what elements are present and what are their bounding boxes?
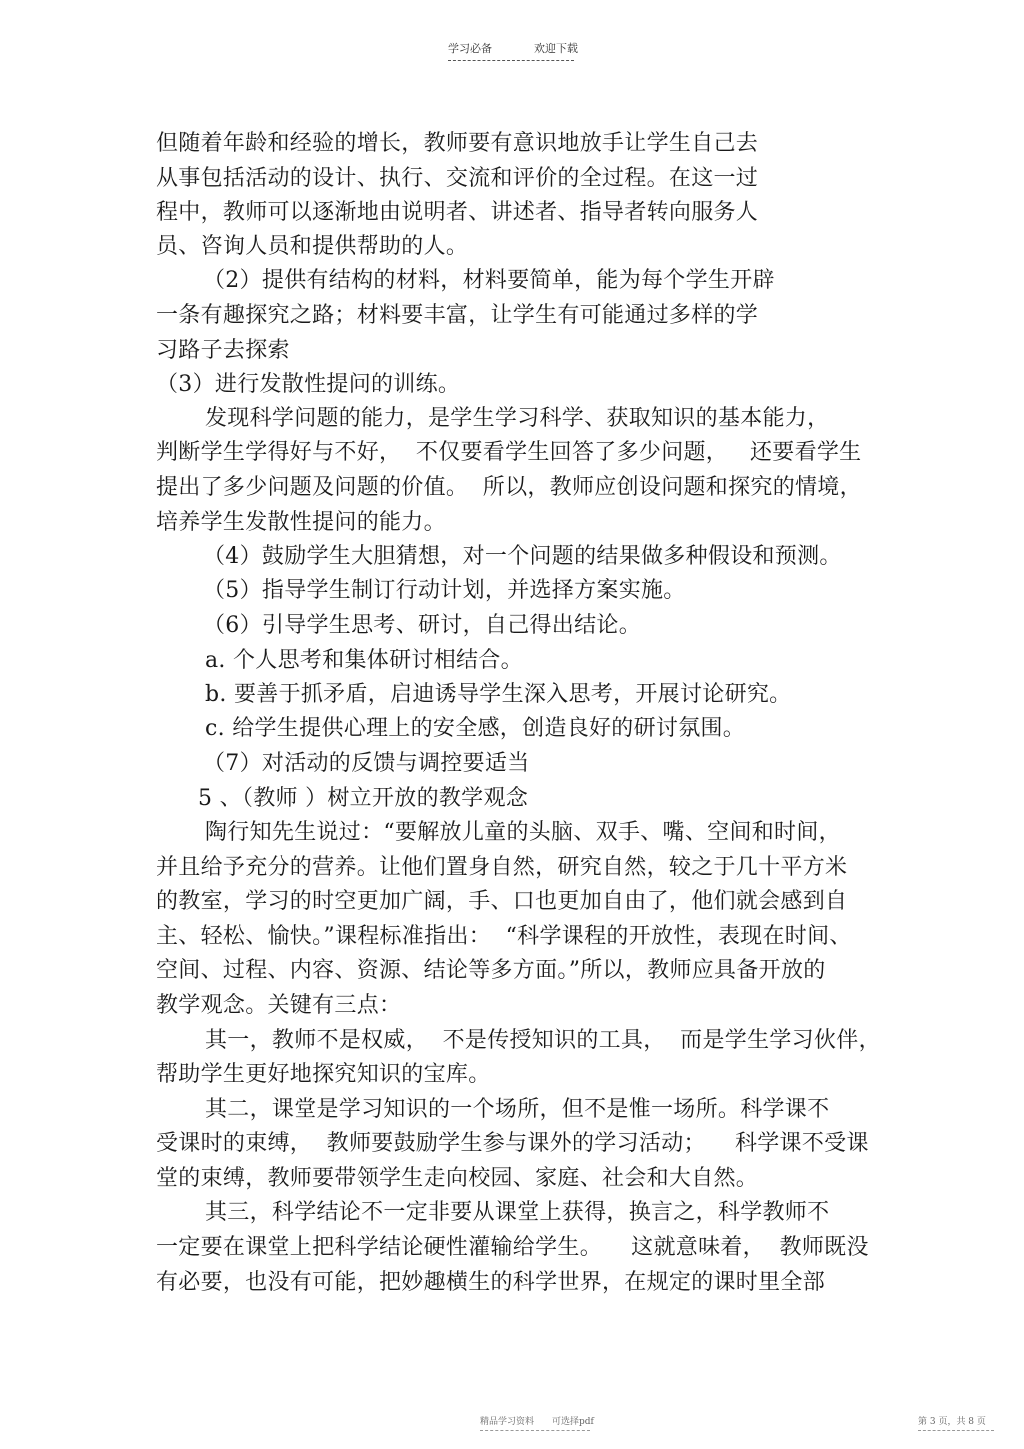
text-line: 习路子去探索	[156, 338, 290, 363]
footer-left: 精品学习资料	[480, 1417, 535, 1427]
text-line: 并且给予充分的营养。让他们置身自然，研究自然，较之于几十平方米	[156, 855, 848, 880]
text-line: 一条有趣探究之路；材料要丰富，让学生有可能通过多样的学	[156, 303, 759, 328]
text-line: 空间、过程、内容、资源、结论等多方面。”所以，教师应具备开放的	[156, 958, 826, 983]
text-line: 发现科学问题的能力，是学生学习科学、获取知识的基本能力，	[205, 406, 830, 431]
text-line: （4）鼓励学生大胆猜想，对一个问题的结果做多种假设和预测。	[203, 544, 842, 569]
text-line: 的教室，学习的时空更加广阔，手、口也更加自由了，他们就会感到自	[156, 889, 848, 914]
text-line: 其二，课堂是学习知识的一个场所，但不是惟一场所。科学课不	[205, 1097, 830, 1122]
header-right: 欢迎下载	[534, 42, 578, 55]
text-line: 培养学生发散性提问的能力。	[156, 510, 446, 535]
text-line: 但随着年龄和经验的增长，教师要有意识地放手让学生自己去	[156, 131, 759, 156]
text-line: （2）提供有结构的材料，材料要简单，能为每个学生开辟	[203, 268, 775, 293]
text-line: b. 要善于抓矛盾，启迪诱导学生深入思考，开展讨论研究。	[205, 682, 792, 707]
text-line: 教学观念。关键有三点：	[156, 993, 402, 1018]
text-line: 主、轻松、愉快。”课程标准指出： “科学课程的开放性，表现在时间、	[156, 924, 852, 949]
header-rule	[448, 60, 574, 61]
text-line: c. 给学生提供心理上的安全感，创造良好的研讨氛围。	[205, 716, 746, 741]
text-line: 陶行知先生说过：“要解放儿童的头脑、双手、嘴、空间和时间，	[205, 820, 841, 845]
header-left: 学习必备	[448, 42, 492, 55]
text-line: 程中，教师可以逐渐地由说明者、讲述者、指导者转向服务人	[156, 200, 759, 225]
text-line: 受课时的束缚， 教师要鼓励学生参与课外的学习活动； 科学课不受课	[156, 1131, 869, 1156]
text-line: 帮助学生更好地探究知识的宝库。	[156, 1062, 491, 1087]
header-text	[448, 40, 578, 56]
page-number-rule	[918, 1430, 994, 1431]
text-line: 其一，教师不是权威， 不是传授知识的工具， 而是学生学习伙伴，	[205, 1028, 881, 1053]
footer-right: 可选择pdf	[552, 1417, 594, 1427]
text-line: 从事包括活动的设计、执行、交流和评价的全过程。在这一过	[156, 166, 759, 191]
text-line: （6）引导学生思考、研讨，自己得出结论。	[203, 613, 641, 638]
text-line: 有必要，也没有可能，把妙趣横生的科学世界，在规定的课时里全部	[156, 1270, 826, 1295]
footer-rule	[480, 1430, 590, 1431]
page-number: 第 3 页，共 8 页	[918, 1417, 986, 1427]
text-line: （3）进行发散性提问的训练。	[156, 372, 461, 397]
text-line: 其三，科学结论不一定非要从课堂上获得，换言之，科学教师不	[205, 1200, 830, 1225]
footer-text	[480, 1414, 594, 1427]
text-line: 堂的束缚，教师要带领学生走向校园、家庭、社会和大自然。	[156, 1166, 759, 1191]
text-line: a. 个人思考和集体研讨相结合。	[205, 648, 523, 673]
text-line: 提出了多少问题及问题的价值。 所以，教师应创设问题和探究的情境，	[156, 475, 862, 500]
text-line: 5 、（教师 ）树立开放的教学观念	[198, 786, 529, 811]
text-line: 判断学生学得好与不好， 不仅要看学生回答了多少问题， 还要看学生	[156, 440, 862, 465]
text-line: （7）对活动的反馈与调控要适当	[203, 751, 530, 776]
text-line: （5）指导学生制订行动计划，并选择方案实施。	[203, 578, 686, 603]
text-line: 一定要在课堂上把科学结论硬性灌输给学生。 这就意味着， 教师既没	[156, 1235, 869, 1260]
text-line: 员、咨询人员和提供帮助的人。	[156, 234, 469, 259]
